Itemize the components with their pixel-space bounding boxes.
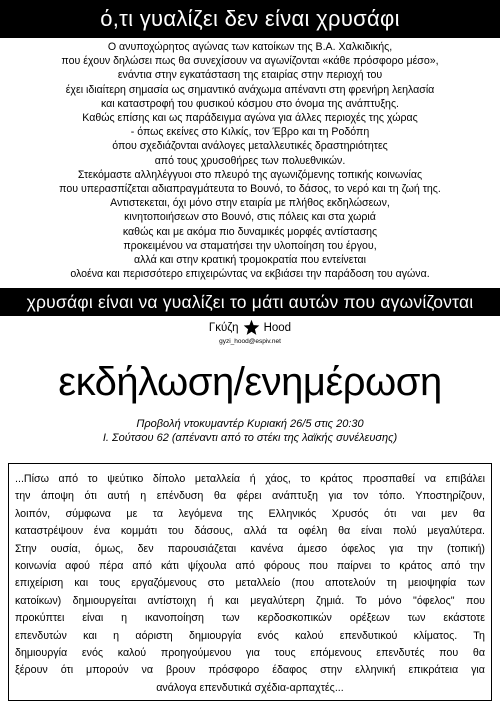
intro-text [6, 40, 494, 281]
event-line-screening: Προβολή ντοκυμαντέρ Κυριακή 26/5 στις 20:30 [136, 418, 364, 430]
intro-line: Ο ανυποχώρητος αγώνας των κατοίκων της Β.Α. Χαλκιδικής, [107, 41, 393, 53]
page-title: εκδήλωση/ενημέρωση [58, 360, 442, 404]
intro-line: Αντιστεκεται, όχι μόνο στην εταιρία με πλήθος εκδηλώσεων, [110, 197, 390, 210]
intro-line: Στεκόμαστε αλληλέγγυοι στο πλευρό της αγωνιζόμενης τοπικής κοινωνίας [77, 168, 423, 181]
star-icon [243, 319, 260, 336]
intro-line: κινητοποιήσεων στο Βουνό, στις πόλεις και στα χωριά [124, 211, 376, 224]
intro-line: ολοένα και περισσότερο επιχειρώντας να εκβιάσει την παράδοση του αγώνα. [70, 268, 430, 281]
mid-banner-text: χρυσάφι είναι να γυαλίζει το μάτι αυτών που αγωνίζονται [26, 291, 474, 312]
intro-line: που έχουν δηλώσει πως θα συνεχίσουν να αγωνίζονται «κάθε πρόσφορο μέσο», [61, 55, 439, 68]
intro-line: αλλά και στην κρατική τρομοκρατία που εντείνεται [134, 254, 366, 267]
event-line-address: Ι. Σούτσου 62 (απέναντι από το στέκι της λαϊκής συνέλευσης) [102, 432, 398, 444]
logo-right-word: Hood [263, 321, 292, 334]
body-line: ...Πίσω από το ψεύτικο δίπολο μεταλλεία ή χάος, το κράτος προσπαθεί να επιβάλει [15, 473, 485, 485]
group-logo [175, 319, 325, 351]
event-info [0, 417, 500, 445]
body-line: ξέρουν ότι μπορούν να βρουν πρόσφορο έδαφος στην ελληνική επικράτεια για [15, 664, 485, 677]
body-line: δημιουργία ενός καλού προηγούμενου για τους επόμενους επενδυτές που θα [15, 647, 485, 660]
body-line: επενδυτών και η αόριστη δημιουργία ενός καλού επενδυτικού κλίματος. Τη [15, 629, 485, 642]
body-line: επιχείριση και τους εργαζόμενους στο μεταλλείο (που αποτελούν τη μειοψηφία των [15, 577, 485, 590]
top-banner [0, 0, 500, 38]
intro-line: έχει ιδιαίτερη σημασία ως σημαντικό ανάχωμα απέναντι στη φρενήρη λεηλασία [65, 83, 435, 96]
top-banner-text: ό,τι γυαλίζει δεν είναι χρυσάφι [100, 6, 400, 31]
logo-left-word: Γκύζη [208, 321, 239, 334]
body-line: κοινωνία αφού πέρα από κάτι ψίχουλα από φόρους που παίρνει το κράτος από την [15, 560, 485, 573]
intro-line: - όπως εκείνες στο Κιλκίς, τον Έβρο και τη Ροδόπη [130, 126, 370, 139]
body-line: καταστρέψουν ένα κομμάτι του δάσους, αλλά τα οφέλη θα είναι πολύ μεγαλύτερα. [15, 525, 485, 538]
body-text-box [8, 463, 492, 701]
intro-line: προκειμένου να σταματήσει την υλοποίηση του έργου, [123, 239, 377, 252]
intro-line: και καταστροφή του φυσικού κόσμου στο όνομα της ανάπτυξης. [100, 97, 400, 110]
contact-email: gyzi_hood@espiv.net [219, 338, 281, 345]
intro-line: από τους χρυσοθήρες των πολυεθνικών. [154, 154, 346, 167]
body-line: ανάλογα επενδυτικά σχέδια-αρπαχτές... [156, 681, 344, 694]
intro-line: ενάντια στην εγκατάσταση της εταιρίας στην περιοχή του [117, 69, 383, 82]
intro-line: Καθώς επίσης και ως παράδειγμα αγώνα για άλλες περιοχές της χώρας [82, 112, 418, 125]
body-line: λοιπόν, σύμφωνα με τα λεγόμενα της Ελληνικός Χρυσός ότι ναι μεν θα [15, 507, 485, 520]
intro-line: που υπερασπίζεται αδιαπραγμάτευτα το Βουνό, το δάσος, το νερό και τη ζωή της. [59, 183, 441, 196]
body-line: κατοίκων) δημιουργείται αντίστοιχη ή και μεγαλύτερη ζημιά. Το μόνο "όφελος" που [15, 594, 485, 607]
body-line: Στην ουσία, όμως, δεν παρουσιάζεται κανένα άμεσο όφελος για την (τοπική) [15, 542, 485, 555]
intro-line: καθώς και με ακόμα πιο δυναμικές μορφές αντίστασης [122, 225, 378, 238]
body-line: προκύπτει είναι η ικανοποίηση των κερδοσκοπικών ορέξεων των εκάστοτε [15, 612, 485, 625]
body-line: την άποψη ότι αυτή η επένδυση θα φέρει ανάπτυξη για τον τόπο. Υποστηρίζουν, [15, 490, 485, 503]
intro-line: όπου σχεδιάζονται ανάλογες μεταλλευτικές δραστηριότητες [112, 140, 388, 153]
mid-banner [0, 288, 500, 316]
